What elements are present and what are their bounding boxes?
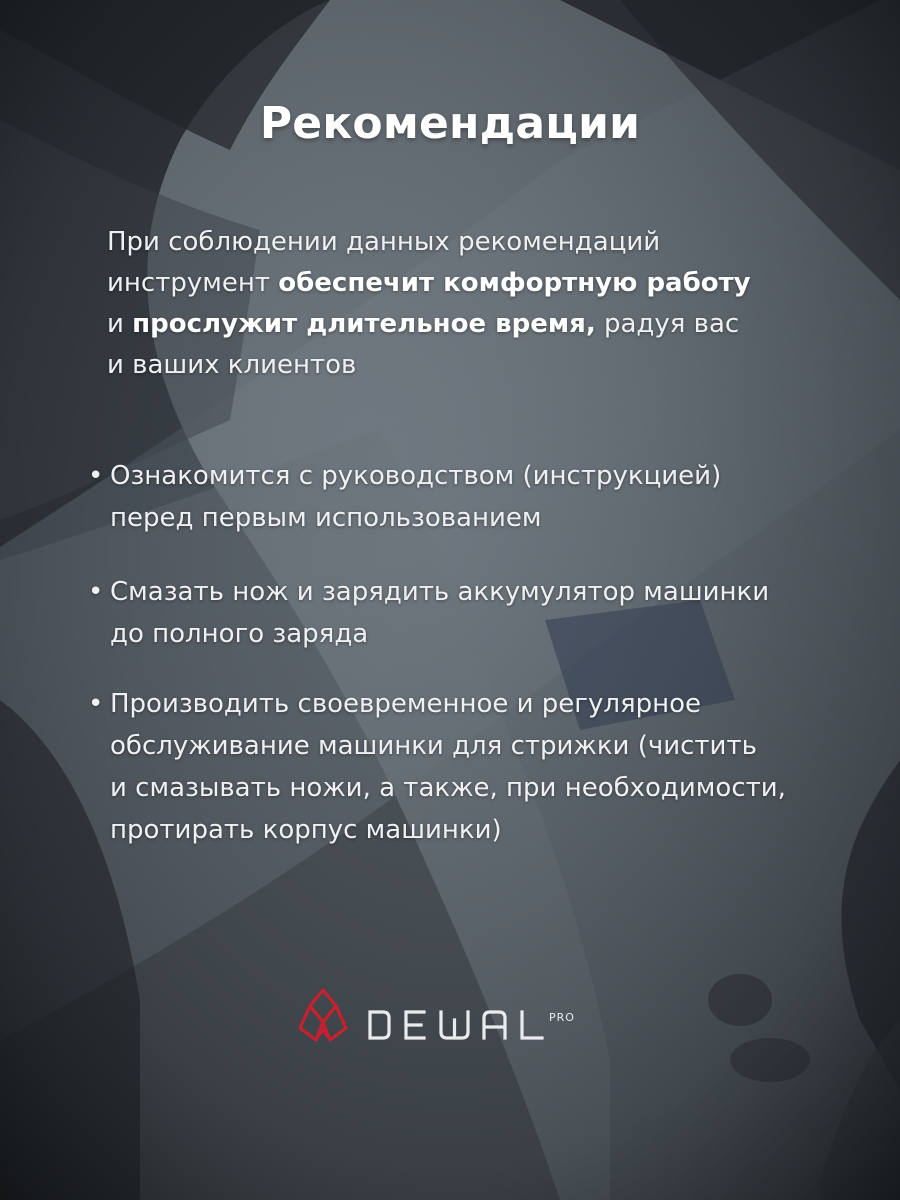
intro-text: и <box>107 309 133 339</box>
bullet-icon: • <box>88 461 104 491</box>
list-item <box>88 455 848 539</box>
list-item <box>88 683 848 851</box>
list-item-text: Ознакомится с руководством (инструкцией) <box>110 461 722 491</box>
intro-paragraph <box>107 222 807 386</box>
page-title: Рекомендации <box>259 98 641 149</box>
list-item-line: и смазывать ножи, а также, при необходимости, <box>110 773 786 803</box>
bullet-icon: • <box>88 689 104 719</box>
dewal-pro-suffix: PRO <box>549 1011 575 1024</box>
list-item-line: перед первым использованием <box>110 503 542 533</box>
list-item <box>88 571 848 655</box>
list-item-line <box>88 571 848 613</box>
list-item-line: обслуживание машинки для стрижки (чистить <box>110 731 757 761</box>
intro-text: радуя вас <box>595 309 740 339</box>
list-item-text: Смазать нож и зарядить аккумулятор машинки <box>110 577 770 607</box>
intro-line-2 <box>107 263 807 304</box>
dewal-emblem-icon <box>300 990 346 1040</box>
intro-text: инструмент <box>107 268 279 298</box>
intro-line-3 <box>107 304 807 345</box>
list-item-text: Производить своевременное и регулярное <box>110 689 702 719</box>
list-item-line: до полного заряда <box>110 619 369 649</box>
list-item-line <box>88 455 848 497</box>
dewal-wordmark <box>370 1012 542 1038</box>
intro-line-1: При соблюдении данных рекомендаций <box>107 227 661 257</box>
dewal-pro-logo <box>296 984 616 1054</box>
list-item-line <box>88 683 848 725</box>
bullet-icon: • <box>88 577 104 607</box>
intro-emphasis: обеспечит комфортную работу <box>278 268 751 298</box>
list-item-line: протирать корпус машинки) <box>110 815 502 845</box>
intro-emphasis: прослужит длительное время, <box>132 309 596 339</box>
intro-line-4: и ваших клиентов <box>107 350 357 380</box>
